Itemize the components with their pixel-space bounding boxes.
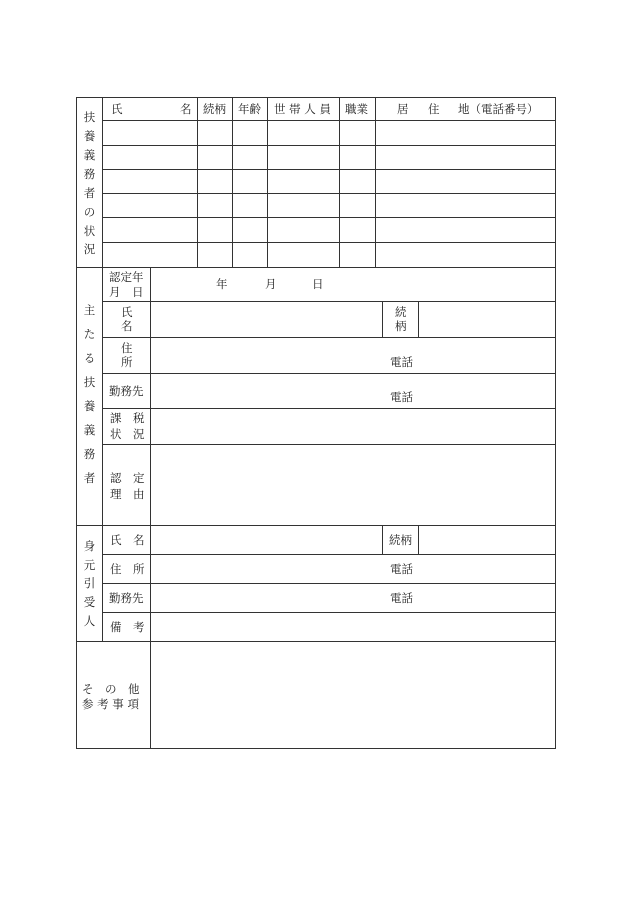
s3-notes-label: 備 考 — [110, 620, 145, 634]
s3-relation-value-cell[interactable] — [419, 526, 556, 555]
s2-tax-value-cell[interactable] — [151, 409, 556, 445]
s1-row-3-cell[interactable] — [376, 170, 556, 194]
s2-work-label: 勤務先 — [109, 384, 144, 398]
date-year: 年 — [216, 277, 228, 291]
s1-row-6-cell[interactable] — [233, 243, 268, 268]
s3-name-value-cell[interactable] — [151, 526, 383, 555]
s2-relation-value-cell[interactable] — [419, 302, 556, 338]
header-age: 年齢 — [238, 102, 261, 116]
s3-work-value-cell[interactable] — [151, 584, 556, 613]
s1-row-3-cell[interactable] — [198, 170, 233, 194]
s4-label-1: そ の 他 — [82, 682, 140, 696]
s1-row-1-cell[interactable] — [233, 121, 268, 146]
s1-row-3-cell[interactable] — [340, 170, 376, 194]
s3-notes-value-cell[interactable] — [151, 613, 556, 642]
s2-reason-value-cell[interactable] — [151, 445, 556, 526]
s1-row-5-cell[interactable] — [103, 218, 198, 243]
s2-tax-label-1: 課 税 — [110, 411, 145, 425]
s2-name-label-1: 氏 — [121, 305, 133, 319]
s2-address-label-2: 所 — [121, 355, 133, 369]
s2-name-value-cell[interactable] — [151, 302, 383, 338]
s1-row-4-cell[interactable] — [233, 194, 268, 218]
s3-work-phone: 電話 — [390, 591, 413, 605]
s2-reason-label-2: 理 由 — [110, 487, 145, 501]
header-residence-1: 居 — [397, 102, 409, 116]
header-household: 世 帯 人 員 — [274, 102, 331, 116]
s1-row-5-cell[interactable] — [233, 218, 268, 243]
s1-row-4-cell[interactable] — [103, 194, 198, 218]
s2-address-phone: 電話 — [390, 355, 413, 369]
section2-title: 主 た る 扶 養 義 務 者 — [83, 303, 96, 486]
s1-row-4-cell[interactable] — [268, 194, 340, 218]
s1-row-1-cell[interactable] — [198, 121, 233, 146]
header-residence-3: 地（電話番号） — [458, 102, 539, 116]
s3-address-phone: 電話 — [390, 562, 413, 576]
s1-row-6-cell[interactable] — [198, 243, 233, 268]
s2-name-label-2: 名 — [121, 319, 133, 333]
s3-relation-label: 続柄 — [389, 533, 412, 547]
s2-work-value-cell[interactable] — [151, 374, 556, 409]
s3-name-label: 氏 名 — [110, 533, 145, 547]
s1-row-6-cell[interactable] — [268, 243, 340, 268]
s1-row-2-cell[interactable] — [376, 146, 556, 170]
s4-value-cell[interactable] — [151, 642, 556, 749]
s1-row-4-cell[interactable] — [340, 194, 376, 218]
s2-reason-label-1: 認 定 — [110, 471, 145, 485]
s1-row-3-cell[interactable] — [268, 170, 340, 194]
s1-row-2-cell[interactable] — [340, 146, 376, 170]
header-occupation: 職業 — [345, 102, 368, 116]
s1-row-4-cell[interactable] — [198, 194, 233, 218]
s2-address-label-1: 住 — [121, 341, 133, 355]
header-name-1: 氏 — [111, 102, 123, 116]
s1-row-6-cell[interactable] — [340, 243, 376, 268]
s1-row-1-cell[interactable] — [376, 121, 556, 146]
date-day: 日 — [312, 277, 324, 291]
date-month: 月 — [265, 277, 277, 291]
section3-title: 身 元 引 受 人 — [83, 539, 96, 628]
s1-row-2-cell[interactable] — [233, 146, 268, 170]
s3-address-value-cell[interactable] — [151, 555, 556, 584]
header-relation: 続柄 — [203, 102, 226, 116]
s1-row-6-cell[interactable] — [103, 243, 198, 268]
s2-address-value-cell[interactable] — [151, 338, 556, 374]
date-value-cell[interactable] — [151, 268, 556, 302]
s1-row-1-cell[interactable] — [268, 121, 340, 146]
s1-row-4-cell[interactable] — [376, 194, 556, 218]
s1-row-6-cell[interactable] — [376, 243, 556, 268]
s3-work-label: 勤務先 — [109, 591, 144, 605]
s2-reason-label-cell — [103, 445, 151, 526]
s1-row-3-cell[interactable] — [103, 170, 198, 194]
s1-row-5-cell[interactable] — [376, 218, 556, 243]
s2-tax-label-2: 状 況 — [110, 427, 145, 441]
s1-row-2-cell[interactable] — [268, 146, 340, 170]
s1-row-2-cell[interactable] — [198, 146, 233, 170]
s2-relation-label-2: 柄 — [395, 319, 407, 333]
s3-address-label: 住 所 — [110, 562, 145, 576]
s1-row-1-cell[interactable] — [340, 121, 376, 146]
header-residence-2: 住 — [428, 102, 440, 116]
header-name-2: 名 — [180, 102, 192, 116]
s2-work-phone: 電話 — [390, 390, 413, 404]
date-label-2: 月 日 — [109, 285, 144, 299]
s4-label-2: 参 考 事 項 — [82, 697, 139, 711]
s1-row-3-cell[interactable] — [233, 170, 268, 194]
s1-row-2-cell[interactable] — [103, 146, 198, 170]
s1-row-5-cell[interactable] — [198, 218, 233, 243]
date-label-1: 認定年 — [109, 270, 144, 284]
s1-row-5-cell[interactable] — [340, 218, 376, 243]
s2-relation-label-1: 続 — [395, 305, 407, 319]
s1-row-5-cell[interactable] — [268, 218, 340, 243]
section1-title: 扶 養 義 務 者 の 状 況 — [83, 110, 96, 257]
s1-row-1-cell[interactable] — [103, 121, 198, 146]
